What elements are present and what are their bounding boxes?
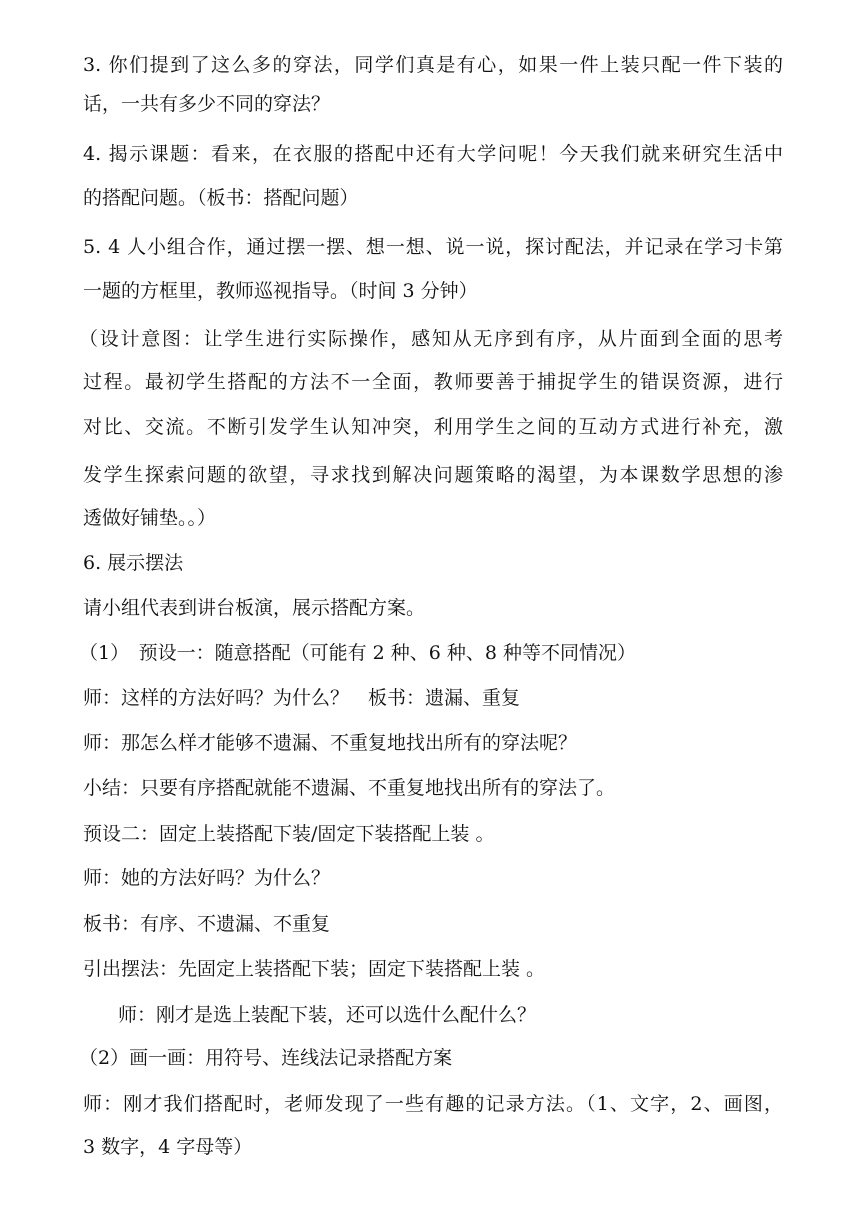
paragraph-line: （1） 预设一：随意搭配（可能有 2 种、6 种、8 种等不同情况） xyxy=(79,642,637,664)
paragraph-line: 师：刚才我们搭配时，老师发现了一些有趣的记录方法。（1、文字，2、画图， xyxy=(83,1093,783,1115)
paragraph-line: 师：那怎么样才能够不遗漏、不重复地找出所有的穿法呢？ xyxy=(83,732,578,754)
section-heading: 6. 展示摆法 xyxy=(83,552,184,574)
paragraph-line: 一题的方框里，教师巡视指导。（时间 3 分钟） xyxy=(83,280,478,302)
paragraph-line: 5. 4 人小组合作，通过摆一摆、想一想、说一说，探讨配法，并记录在学习卡第 xyxy=(83,236,783,258)
paragraph-line: 请小组代表到讲台板演，展示搭配方案。 xyxy=(83,597,426,619)
paragraph-line: 师：她的方法好吗？为什么？ xyxy=(83,867,331,889)
design-intent-line: 对比、交流。不断引发学生认知冲突，利用学生之间的互动方式进行补充，激 xyxy=(83,416,783,438)
design-intent-line: 过程。最初学生搭配的方法不一全面，教师要善于捕捉学生的错误资源，进行 xyxy=(83,371,783,393)
paragraph-line: 的搭配问题。（板书：搭配问题） xyxy=(83,187,359,209)
paragraph-line: 师：这样的方法好吗？为什么？ 板书：遗漏、重复 xyxy=(83,687,521,709)
paragraph-line: 引出摆法：先固定上装搭配下装；固定下装搭配上装 。 xyxy=(83,958,546,980)
paragraph-line: 3. 你们提到了这么多的穿法，同学们真是有心，如果一件上装只配一件下装的 xyxy=(83,54,783,76)
paragraph-line: （2）画一画：用符号、连线法记录搭配方案 xyxy=(79,1047,453,1069)
paragraph-line: 3 数字，4 字母等） xyxy=(83,1136,253,1158)
paragraph-line: 话，一共有多少不同的穿法？ xyxy=(83,93,331,115)
paragraph-line: 4. 揭示课题：看来，在衣服的搭配中还有大学问呢！今天我们就来研究生活中 xyxy=(83,143,783,165)
paragraph-line: 板书：有序、不遗漏、不重复 xyxy=(83,913,331,935)
paragraph-line: 预设二：固定上装搭配下装/固定下装搭配上装 。 xyxy=(83,823,495,845)
design-intent-line: （设计意图：让学生进行实际操作，感知从无序到有序，从片面到全面的思考 xyxy=(79,328,783,350)
paragraph-line: 师：刚才是选上装配下装，还可以选什么配什么？ xyxy=(118,1004,537,1026)
design-intent-line: 发学生探索问题的欲望，寻求找到解决问题策略的渴望，为本课数学思想的渗 xyxy=(83,464,783,486)
paragraph-line: 小结：只要有序搭配就能不遗漏、不重复地找出所有的穿法了。 xyxy=(83,777,616,799)
design-intent-line: 透做好铺垫。。） xyxy=(83,507,217,529)
